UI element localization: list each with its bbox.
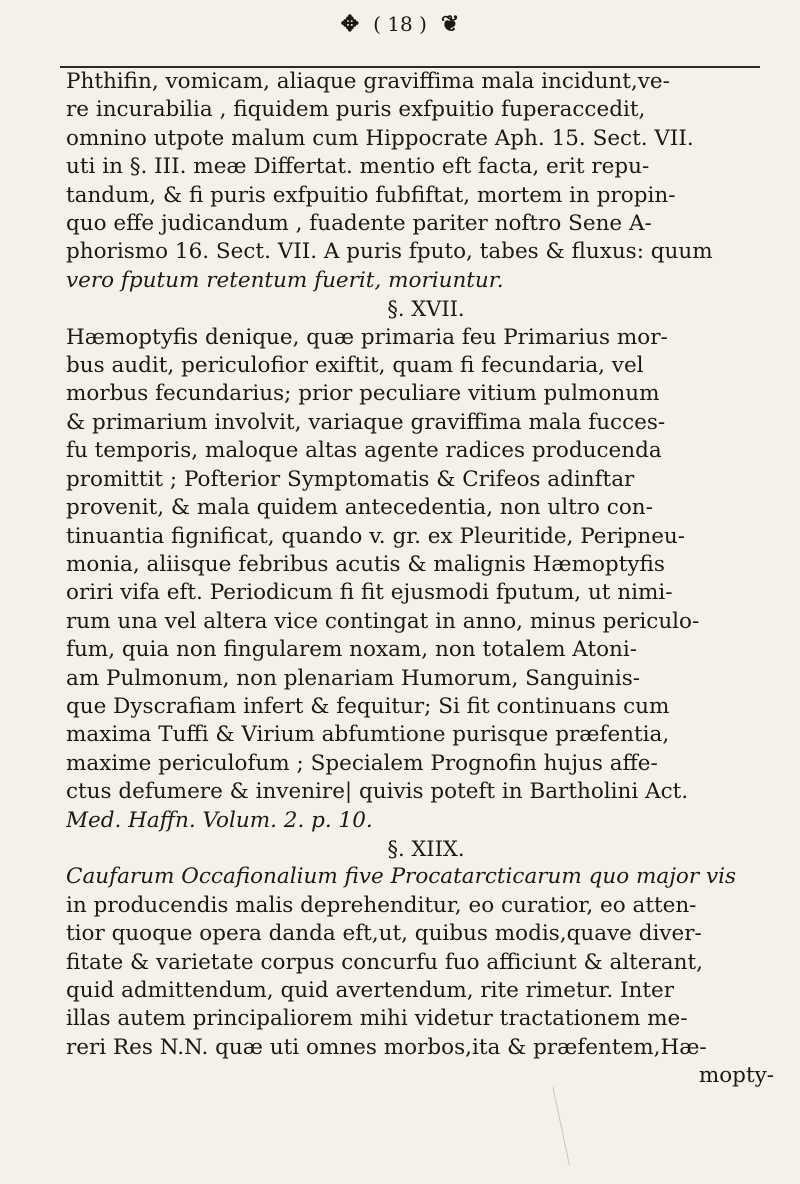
fleuron-right-icon: ❦ (440, 11, 460, 37)
page-number: ( 18 ) (373, 12, 427, 36)
text-line: fum, quia non fingularem noxam, non totalem Atoni- (66, 637, 638, 663)
text-line: fitate & varietate corpus concurfu fuo afficiunt & alterant, (66, 949, 703, 975)
text-line: vero fputum retentum fuerit, moriuntur. (66, 267, 504, 293)
page-header (0, 8, 800, 40)
text-line: rum una vel altera vice contingat in anno, minus periculo- (66, 608, 700, 634)
section-heading: §. XVII. (387, 297, 465, 322)
text-line: illas autem principaliorem mihi videtur tractationem me- (66, 1006, 688, 1032)
text-line: uti in §. III. meæ Differtat. mentio eft facta, erit repu- (66, 154, 650, 180)
text-line: quid admittendum, quid avertendum, rite rimetur. Inter (66, 978, 675, 1003)
text-line: provenit, & mala quidem antecedentia, non ultro con- (66, 495, 653, 521)
text-line: Caufarum Occafionalium five Procatarcticarum quo major vis (66, 864, 736, 890)
text-line: Phthifin, vomicam, aliaque graviffima mala incidunt,ve- (66, 69, 670, 94)
text-line: maxime periculofum ; Specialem Prognofin hujus affe- (66, 750, 658, 776)
text-line: tandum, & fi puris exfpuitio fubfiftat, mortem in propin- (66, 182, 676, 208)
text-line: Med. Haffn. Volum. 2. p. 10. (66, 807, 373, 833)
text-line: reri Res N.N. quæ uti omnes morbos,ita & præfentem,Hæ- (66, 1034, 707, 1060)
text-line: bus audit, periculofior exiftit, quam fi fecundaria, vel (66, 353, 644, 379)
text-line: tior quoque opera danda eft,ut, quibus modis,quave diver- (66, 921, 702, 947)
fleuron-left-icon: ✥ (340, 11, 360, 37)
text-line: & primarium involvit, variaque graviffima mala fucces- (66, 409, 666, 435)
text-line: promittit ; Pofterior Symptomatis & Crifeos adinftar (66, 466, 635, 492)
text-line: Hæmoptyfis denique, quæ primaria feu Primarius mor- (66, 324, 668, 350)
text-line: omnino utpote malum cum Hippocrate Aph. 15. Sect. VII. (66, 125, 694, 151)
text-line: maxima Tuffi & Virium abfumtione purisque præfentia, (66, 722, 670, 748)
text-line: que Dyscrafiam infert & fequitur; Si fit continuans cum (66, 693, 670, 719)
body-text (66, 68, 786, 1091)
text-line: in producendis malis deprehenditur, eo curatior, eo atten- (66, 892, 697, 918)
text-line: morbus fecundarius; prior peculiare vitium pulmonum (66, 381, 660, 407)
catchword: mopty- (698, 1063, 774, 1089)
text-line: tinuantia fignificat, quando v. gr. ex Pleuritide, Peripneu- (66, 523, 686, 549)
text-line: re incurabilia , fiquidem puris exfpuitio fuperaccedit, (66, 97, 646, 123)
text-line: monia, aliisque febribus acutis & malignis Hæmoptyfis (66, 551, 665, 577)
text-line: oriri vifa eft. Periodicum fi fit ejusmodi fputum, ut nimi- (66, 580, 673, 606)
text-line: fu temporis, maloque altas agente radices producenda (66, 438, 662, 464)
text-line: ctus defumere & invenire| quivis poteft in Bartholini Act. (66, 779, 689, 805)
text-line: quo effe judicandum , fuadente pariter noftro Sene A- (66, 211, 652, 237)
text-line: phorismo 16. Sect. VII. A puris fputo, tabes & fluxus: quum (66, 239, 713, 265)
section-heading: §. XIIX. (387, 836, 465, 861)
text-line: am Pulmonum, non plenariam Humorum, Sanguinis- (66, 665, 641, 691)
